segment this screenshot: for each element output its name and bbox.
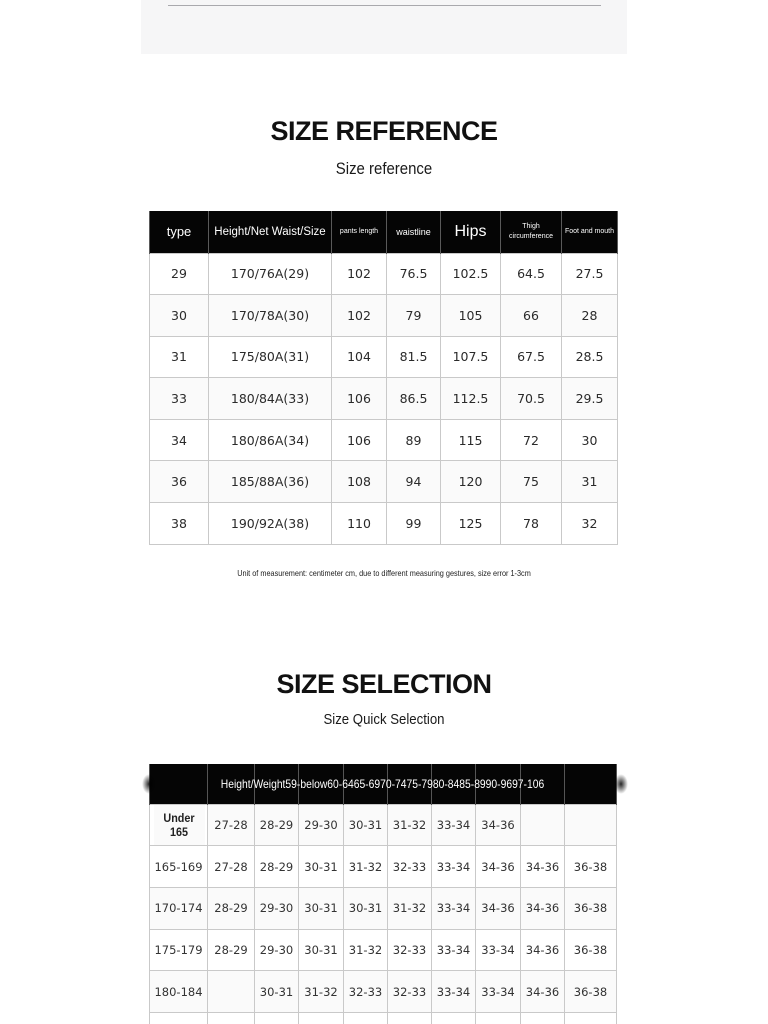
table-row xyxy=(150,378,618,420)
table-cell xyxy=(521,1012,565,1024)
table-cell xyxy=(255,1012,299,1024)
table-cell: 105 xyxy=(441,295,501,337)
measurement-note: Unit of measurement: centimeter cm, due to different measuring gestures, size error 1-3cm xyxy=(237,568,531,578)
header-cell xyxy=(388,764,432,804)
table-cell: 29 xyxy=(150,253,209,295)
table-cell: 32-33 xyxy=(388,971,432,1013)
table-cell: 33-34 xyxy=(432,971,476,1013)
table-cell xyxy=(208,971,255,1013)
header-cell xyxy=(299,764,344,804)
table-cell: 30-31 xyxy=(299,929,344,971)
table-cell: 33-34 xyxy=(432,804,476,846)
table-cell: 31-32 xyxy=(344,846,388,888)
table-cell: 27.5 xyxy=(562,253,618,295)
table-cell: 33-34 xyxy=(432,929,476,971)
table-cell: 36 xyxy=(150,461,209,503)
size-selection-title: SIZE SELECTION xyxy=(276,669,492,699)
size-selection-table xyxy=(149,764,617,1024)
header-cell xyxy=(521,764,565,804)
table-cell: 27-28 xyxy=(208,804,255,846)
table-cell: 125 xyxy=(441,503,501,545)
table-cell: 29.5 xyxy=(562,378,618,420)
header-hips: Hips xyxy=(441,211,501,253)
table-row xyxy=(150,503,618,545)
table-row xyxy=(150,887,617,929)
table-cell: 30 xyxy=(150,295,209,337)
table-cell: 29-30 xyxy=(255,887,299,929)
table-cell xyxy=(521,804,565,846)
size-reference-subtitle: Size reference xyxy=(335,159,433,178)
table-cell: 104 xyxy=(332,336,387,378)
table-row xyxy=(150,804,617,846)
table-cell: 34-36 xyxy=(521,971,565,1013)
table-cell: 30-31 xyxy=(255,971,299,1013)
table-cell: 32-33 xyxy=(388,846,432,888)
table-cell: 32-33 xyxy=(344,971,388,1013)
table-cell: 36-38 xyxy=(565,929,617,971)
table-cell: 110 xyxy=(332,503,387,545)
header-type: type xyxy=(150,211,209,253)
header-cell xyxy=(344,764,388,804)
row-label: 170-174 xyxy=(150,887,208,929)
table-cell: 36-38 xyxy=(565,846,617,888)
table-row xyxy=(150,929,617,971)
table-cell: 34-36 xyxy=(521,846,565,888)
table-cell: 38 xyxy=(150,503,209,545)
table-cell: 72 xyxy=(501,419,562,461)
header-thigh-circumference: Thigh circumference xyxy=(501,211,562,253)
table-cell: 185/88A(36) xyxy=(209,461,332,503)
table-cell: 78 xyxy=(501,503,562,545)
table-cell: 33-34 xyxy=(476,929,521,971)
table-cell: 36-38 xyxy=(565,971,617,1013)
table-cell: 32 xyxy=(562,503,618,545)
table-header-row xyxy=(150,211,618,253)
table-cell: 108 xyxy=(332,461,387,503)
header-edge-shadow-left xyxy=(142,774,156,794)
table-cell: 66 xyxy=(501,295,562,337)
top-panel xyxy=(141,0,627,54)
table-cell: 30-31 xyxy=(299,846,344,888)
table-cell xyxy=(476,1012,521,1024)
table-cell: 170/78A(30) xyxy=(209,295,332,337)
table-row xyxy=(150,846,617,888)
header-cell xyxy=(150,764,208,804)
table-cell: 28-29 xyxy=(255,804,299,846)
table-cell: 34-36 xyxy=(476,804,521,846)
table-cell: 99 xyxy=(387,503,441,545)
table-cell: 36-38 xyxy=(565,887,617,929)
table-cell: 102.5 xyxy=(441,253,501,295)
table-cell: 31-32 xyxy=(388,804,432,846)
table-row xyxy=(150,971,617,1013)
header-edge-shadow-right xyxy=(614,774,628,794)
table-cell: 31 xyxy=(150,336,209,378)
table-cell: 180/84A(33) xyxy=(209,378,332,420)
table-cell: 27-28 xyxy=(208,846,255,888)
header-cell xyxy=(255,764,299,804)
table-cell: 102 xyxy=(332,295,387,337)
header-pants-length: pants length xyxy=(332,211,387,253)
table-cell xyxy=(432,1012,476,1024)
table-cell: 67.5 xyxy=(501,336,562,378)
table-cell: 106 xyxy=(332,378,387,420)
table-row xyxy=(150,419,618,461)
table-cell: 89 xyxy=(387,419,441,461)
table-cell: 34-36 xyxy=(476,846,521,888)
row-label: 165-169 xyxy=(150,846,208,888)
table-row xyxy=(150,253,618,295)
row-label: 180-184 xyxy=(150,971,208,1013)
table-cell: 28-29 xyxy=(208,929,255,971)
header-waistline: waistline xyxy=(387,211,441,253)
table-cell xyxy=(565,804,617,846)
table-cell: 33-34 xyxy=(432,887,476,929)
table-row xyxy=(150,461,618,503)
table-cell: 64.5 xyxy=(501,253,562,295)
table-cell: 28-29 xyxy=(255,846,299,888)
table-cell xyxy=(344,1012,388,1024)
table-cell: 31-32 xyxy=(299,971,344,1013)
table-cell: 115 xyxy=(441,419,501,461)
size-selection-header-text: Height/Weight59-below60-6465-6970-7475-7980-8485-8990-9697-106 xyxy=(220,777,545,791)
table-cell: 30 xyxy=(562,419,618,461)
header-cell xyxy=(432,764,476,804)
table-cell: 70.5 xyxy=(501,378,562,420)
table-row xyxy=(150,295,618,337)
table-cell: 86.5 xyxy=(387,378,441,420)
table-cell: 33 xyxy=(150,378,209,420)
table-cell: 31 xyxy=(562,461,618,503)
header-cell xyxy=(476,764,521,804)
table-cell: 34-36 xyxy=(521,887,565,929)
divider xyxy=(168,5,601,6)
size-reference-title: SIZE REFERENCE xyxy=(270,116,498,146)
table-cell: 33-34 xyxy=(432,846,476,888)
header-cell xyxy=(208,764,255,804)
table-cell: 76.5 xyxy=(387,253,441,295)
table-cell: 28-29 xyxy=(208,887,255,929)
table-cell xyxy=(565,1012,617,1024)
row-label: 175-179 xyxy=(150,929,208,971)
row-label xyxy=(150,1012,208,1024)
table-cell: 75 xyxy=(501,461,562,503)
table-row xyxy=(150,1012,617,1024)
table-cell: 175/80A(31) xyxy=(209,336,332,378)
table-cell: 28 xyxy=(562,295,618,337)
table-cell xyxy=(388,1012,432,1024)
table-cell: 180/86A(34) xyxy=(209,419,332,461)
table-cell: 94 xyxy=(387,461,441,503)
table-cell: 32-33 xyxy=(388,929,432,971)
table-cell: 30-31 xyxy=(344,804,388,846)
table-cell xyxy=(208,1012,255,1024)
table-cell: 107.5 xyxy=(441,336,501,378)
table-cell: 102 xyxy=(332,253,387,295)
table-cell: 29-30 xyxy=(255,929,299,971)
table-cell: 106 xyxy=(332,419,387,461)
table-cell: 190/92A(38) xyxy=(209,503,332,545)
table-cell: 170/76A(29) xyxy=(209,253,332,295)
header-cell xyxy=(565,764,617,804)
row-label: Under 165 xyxy=(152,804,204,846)
table-cell: 31-32 xyxy=(388,887,432,929)
table-cell: 34-36 xyxy=(521,929,565,971)
size-selection-subtitle: Size Quick Selection xyxy=(323,711,445,728)
header-foot-and-mouth: Foot and mouth xyxy=(562,211,618,253)
table-cell: 79 xyxy=(387,295,441,337)
table-cell: 81.5 xyxy=(387,336,441,378)
table-cell xyxy=(299,1012,344,1024)
header-height-waist-size: Height/Net Waist/Size xyxy=(209,211,332,253)
table-cell: 29-30 xyxy=(299,804,344,846)
table-header-row xyxy=(150,764,617,804)
table-cell: 34-36 xyxy=(476,887,521,929)
table-cell: 30-31 xyxy=(344,887,388,929)
table-cell: 34 xyxy=(150,419,209,461)
table-row xyxy=(150,336,618,378)
table-cell: 28.5 xyxy=(562,336,618,378)
table-cell: 30-31 xyxy=(299,887,344,929)
table-cell: 31-32 xyxy=(344,929,388,971)
table-cell: 112.5 xyxy=(441,378,501,420)
size-reference-table xyxy=(149,211,618,545)
table-cell: 33-34 xyxy=(476,971,521,1013)
table-cell: 120 xyxy=(441,461,501,503)
